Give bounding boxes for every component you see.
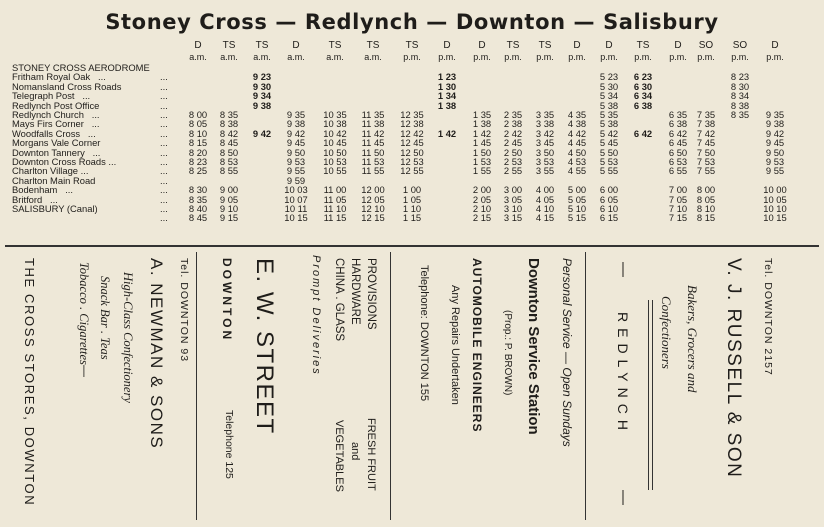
service-personal: Personal Service — Open Sundays bbox=[560, 258, 574, 447]
newman-line1: High-Class Confectionery bbox=[121, 272, 135, 403]
column-type: TS bbox=[538, 40, 552, 51]
time-cell: 8 55 bbox=[219, 165, 239, 177]
time-cell: 9 34 bbox=[252, 90, 272, 102]
time-cell: 3 45 bbox=[535, 137, 555, 149]
time-cell: 12 00 bbox=[361, 184, 385, 196]
leader-dots: ... bbox=[160, 212, 168, 224]
column-time: p.m. bbox=[438, 52, 456, 62]
time-cell: 9 15 bbox=[219, 212, 239, 224]
time-cell: 12 42 bbox=[400, 127, 424, 139]
column-time: p.m. bbox=[568, 52, 586, 62]
street-col2a: FRESH FRUIT bbox=[365, 418, 377, 491]
time-cell: 6 55 bbox=[668, 165, 688, 177]
service-sub1: Any Repairs Undertaken bbox=[449, 285, 461, 405]
time-cell: 6 34 bbox=[633, 90, 653, 102]
service-tel: Telephone: DOWNTON 155 bbox=[418, 265, 430, 402]
time-cell: 7 15 bbox=[668, 212, 688, 224]
ad-divider-2 bbox=[390, 252, 391, 520]
street-col2b: and bbox=[349, 442, 361, 461]
time-cell: 5 45 bbox=[599, 137, 619, 149]
time-cell: 8 38 bbox=[730, 99, 750, 111]
time-cell: 3 38 bbox=[535, 118, 555, 130]
leader-dots: ... bbox=[160, 193, 168, 205]
time-cell: 8 53 bbox=[219, 156, 239, 167]
divider bbox=[5, 245, 819, 247]
stop-name: Redlynch Post Office bbox=[12, 99, 100, 111]
stop-name: SALISBURY (Canal) bbox=[12, 203, 98, 214]
time-cell: 9 42 bbox=[765, 127, 785, 139]
time-cell: 5 38 bbox=[599, 118, 619, 130]
time-cell: 8 10 bbox=[696, 203, 716, 214]
time-cell: 9 59 bbox=[286, 174, 306, 186]
time-cell: 9 50 bbox=[286, 146, 306, 158]
column-time: p.m. bbox=[473, 52, 491, 62]
time-cell: 9 35 bbox=[286, 109, 306, 120]
column-time: p.m. bbox=[634, 52, 652, 62]
time-cell: 7 55 bbox=[696, 165, 716, 177]
time-cell: 8 10 bbox=[188, 127, 208, 139]
time-cell: 2 15 bbox=[472, 212, 492, 224]
time-cell: 1 35 bbox=[472, 109, 492, 120]
time-cell: 10 45 bbox=[323, 137, 347, 149]
time-cell: 7 05 bbox=[668, 193, 688, 205]
column-time: p.m. bbox=[504, 52, 522, 62]
time-cell: 6 05 bbox=[599, 193, 619, 205]
time-cell: 5 23 bbox=[599, 71, 619, 83]
leader-dots: ... bbox=[160, 165, 168, 177]
time-cell: 8 23 bbox=[188, 156, 208, 167]
time-cell: 1 42 bbox=[472, 127, 492, 139]
time-cell: 10 07 bbox=[284, 193, 308, 205]
leader-dots: ... bbox=[160, 127, 168, 139]
time-cell: 3 53 bbox=[535, 156, 555, 167]
time-cell: 1 00 bbox=[402, 184, 422, 196]
leader-dots: ... bbox=[160, 184, 168, 196]
time-cell: 8 20 bbox=[188, 146, 208, 158]
time-cell: 4 55 bbox=[567, 165, 587, 177]
time-cell: 10 05 bbox=[763, 193, 787, 205]
time-cell: 2 10 bbox=[472, 203, 492, 214]
time-cell: 8 05 bbox=[696, 193, 716, 205]
service-prop: (Prop.: P. BROWN) bbox=[502, 310, 513, 396]
leader-dots: ... bbox=[160, 71, 168, 83]
time-cell: 4 53 bbox=[567, 156, 587, 167]
column-time: p.m. bbox=[731, 52, 749, 62]
time-cell: 8 00 bbox=[696, 184, 716, 196]
time-cell: 4 10 bbox=[535, 203, 555, 214]
time-cell: 5 38 bbox=[599, 99, 619, 111]
russell-dash1: — bbox=[615, 262, 632, 277]
time-cell: 2 55 bbox=[503, 165, 523, 177]
time-cell: 11 50 bbox=[361, 146, 385, 158]
leader-dots: ... bbox=[160, 90, 168, 102]
time-cell: 3 35 bbox=[535, 109, 555, 120]
time-cell: 6 38 bbox=[633, 99, 653, 111]
russell-town: REDLYNCH bbox=[615, 312, 631, 436]
street-col1b: HARDWARE bbox=[349, 258, 361, 325]
time-cell: 4 45 bbox=[567, 137, 587, 149]
time-cell: 10 53 bbox=[323, 156, 347, 167]
time-cell: 11 05 bbox=[323, 193, 347, 205]
time-cell: 12 53 bbox=[400, 156, 424, 167]
time-cell: 9 05 bbox=[219, 193, 239, 205]
stop-name: STONEY CROSS AERODROME bbox=[12, 62, 150, 73]
time-cell: 9 35 bbox=[765, 109, 785, 120]
time-cell: 8 05 bbox=[188, 118, 208, 130]
column-time: p.m. bbox=[403, 52, 421, 62]
time-cell: 8 34 bbox=[730, 90, 750, 102]
time-cell: 3 05 bbox=[503, 193, 523, 205]
leader-dots: ... bbox=[160, 118, 168, 130]
newman-line3: Tobacco . Cigarettes bbox=[77, 262, 91, 365]
time-cell: 11 15 bbox=[323, 212, 347, 224]
leader-dots: ... bbox=[160, 146, 168, 158]
column-time: p.m. bbox=[536, 52, 554, 62]
time-cell: 10 00 bbox=[763, 184, 787, 196]
time-cell: 9 50 bbox=[765, 146, 785, 158]
time-cell: 1 42 bbox=[437, 127, 457, 139]
time-cell: 8 45 bbox=[188, 212, 208, 224]
time-cell: 6 53 bbox=[668, 156, 688, 167]
column-type: SO bbox=[732, 40, 748, 51]
street-col2c: VEGETABLES bbox=[333, 420, 345, 492]
time-cell: 9 55 bbox=[765, 165, 785, 177]
time-cell: 2 38 bbox=[503, 118, 523, 130]
time-cell: 7 42 bbox=[696, 127, 716, 139]
time-cell: 4 50 bbox=[567, 146, 587, 158]
time-cell: 5 05 bbox=[567, 193, 587, 205]
time-cell: 9 10 bbox=[219, 203, 239, 214]
column-type: TS bbox=[255, 40, 269, 51]
time-cell: 7 38 bbox=[696, 118, 716, 130]
time-cell: 9 38 bbox=[765, 118, 785, 130]
stop-name: Charlton Main Road bbox=[12, 174, 96, 186]
leader-dots: ... bbox=[160, 99, 168, 111]
time-cell: 7 45 bbox=[696, 137, 716, 149]
newman-dash: — bbox=[78, 365, 92, 377]
time-cell: 8 30 bbox=[188, 184, 208, 196]
time-cell: 8 23 bbox=[730, 71, 750, 83]
column-time: p.m. bbox=[669, 52, 687, 62]
time-cell: 8 25 bbox=[188, 165, 208, 177]
street-name: E. W. STREET bbox=[251, 258, 278, 435]
time-cell: 8 42 bbox=[219, 127, 239, 139]
time-cell: 1 15 bbox=[402, 212, 422, 224]
street-town: DOWNTON bbox=[220, 258, 234, 343]
time-cell: 6 23 bbox=[633, 71, 653, 83]
time-cell: 8 15 bbox=[188, 137, 208, 149]
street-col1a: PROVISIONS bbox=[365, 258, 377, 330]
russell-rule-2 bbox=[652, 300, 653, 490]
time-cell: 2 42 bbox=[503, 127, 523, 139]
stop-name: Redlynch Church ... bbox=[12, 109, 100, 120]
russell-name: V. J. RUSSELL & SON bbox=[723, 258, 744, 479]
time-cell: 9 55 bbox=[286, 165, 306, 177]
column-time: a.m. bbox=[326, 52, 344, 62]
street-tel: Telephone 125 bbox=[223, 410, 235, 479]
time-cell: 3 55 bbox=[535, 165, 555, 177]
time-cell: 11 35 bbox=[361, 109, 385, 120]
time-cell: 7 35 bbox=[696, 109, 716, 120]
time-cell: 3 15 bbox=[503, 212, 523, 224]
time-cell: 9 45 bbox=[765, 137, 785, 149]
time-cell: 6 00 bbox=[599, 184, 619, 196]
time-cell: 1 50 bbox=[472, 146, 492, 158]
time-cell: 9 23 bbox=[252, 71, 272, 83]
time-cell: 5 10 bbox=[567, 203, 587, 214]
stop-name: Downton Cross Roads ... bbox=[12, 156, 117, 167]
time-cell: 6 10 bbox=[599, 203, 619, 214]
column-time: a.m. bbox=[220, 52, 238, 62]
russell-dash2: — bbox=[615, 490, 632, 505]
time-cell: 10 42 bbox=[323, 127, 347, 139]
service-name: Downton Service Station bbox=[525, 258, 542, 435]
time-cell: 12 10 bbox=[361, 203, 385, 214]
time-cell: 1 30 bbox=[437, 80, 457, 92]
time-cell: 2 45 bbox=[503, 137, 523, 149]
time-cell: 12 35 bbox=[400, 109, 424, 120]
time-cell: 5 34 bbox=[599, 90, 619, 102]
ad-divider-3 bbox=[585, 252, 586, 520]
time-cell: 4 42 bbox=[567, 127, 587, 139]
time-cell: 5 42 bbox=[599, 127, 619, 139]
time-cell: 1 34 bbox=[437, 90, 457, 102]
time-cell: 9 00 bbox=[219, 184, 239, 196]
time-cell: 9 42 bbox=[286, 127, 306, 139]
time-cell: 1 45 bbox=[472, 137, 492, 149]
time-cell: 9 42 bbox=[252, 127, 272, 139]
page-title: Stoney Cross — Redlynch — Downton — Salisbury bbox=[105, 10, 719, 34]
time-cell: 6 50 bbox=[668, 146, 688, 158]
stop-name: Britford ... bbox=[12, 193, 58, 205]
time-cell: 11 42 bbox=[361, 127, 385, 139]
stop-name: Charlton Village ... bbox=[12, 165, 89, 177]
time-cell: 8 35 bbox=[188, 193, 208, 205]
ad-divider-1 bbox=[196, 252, 197, 520]
street-col1c: CHINA . GLASS bbox=[333, 258, 345, 342]
time-cell: 12 38 bbox=[400, 118, 424, 130]
column-time: a.m. bbox=[253, 52, 271, 62]
time-cell: 8 15 bbox=[696, 212, 716, 224]
time-cell: 4 38 bbox=[567, 118, 587, 130]
time-cell: 7 53 bbox=[696, 156, 716, 167]
time-cell: 8 35 bbox=[219, 109, 239, 120]
column-type: D bbox=[573, 40, 581, 51]
time-cell: 1 05 bbox=[402, 193, 422, 205]
column-time: p.m. bbox=[600, 52, 618, 62]
time-cell: 8 38 bbox=[219, 118, 239, 130]
time-cell: 6 45 bbox=[668, 137, 688, 149]
column-type: D bbox=[674, 40, 682, 51]
time-cell: 3 42 bbox=[535, 127, 555, 139]
column-type: TS bbox=[506, 40, 520, 51]
stop-name: Morgans Vale Corner bbox=[12, 137, 101, 149]
time-cell: 1 55 bbox=[472, 165, 492, 177]
time-cell: 9 53 bbox=[765, 156, 785, 167]
time-cell: 6 42 bbox=[633, 127, 653, 139]
newman-tel: Tel. DOWNTON 93 bbox=[178, 258, 190, 363]
column-type: D bbox=[443, 40, 451, 51]
column-time: a.m. bbox=[364, 52, 382, 62]
time-cell: 5 55 bbox=[599, 165, 619, 177]
time-cell: 8 00 bbox=[188, 109, 208, 120]
stop-name: Telegraph Post ... bbox=[12, 90, 91, 102]
column-type: TS bbox=[222, 40, 236, 51]
newman-line2: Snack Bar . Teas bbox=[98, 276, 112, 360]
street-prompt: Prompt Deliveries bbox=[310, 255, 322, 376]
time-cell: 2 53 bbox=[503, 156, 523, 167]
time-cell: 11 00 bbox=[323, 184, 347, 196]
time-cell: 4 15 bbox=[535, 212, 555, 224]
time-cell: 11 45 bbox=[361, 137, 385, 149]
time-cell: 8 45 bbox=[219, 137, 239, 149]
time-cell: 8 50 bbox=[219, 146, 239, 158]
stop-name: Woodfalls Cross ... bbox=[12, 127, 96, 139]
time-cell: 4 00 bbox=[535, 184, 555, 196]
column-time: p.m. bbox=[766, 52, 784, 62]
column-type: TS bbox=[405, 40, 419, 51]
time-cell: 10 38 bbox=[323, 118, 347, 130]
time-cell: 6 30 bbox=[633, 80, 653, 92]
time-cell: 9 38 bbox=[286, 118, 306, 130]
time-cell: 10 15 bbox=[284, 212, 308, 224]
time-cell: 9 30 bbox=[252, 80, 272, 92]
time-cell: 5 35 bbox=[599, 109, 619, 120]
column-time: p.m. bbox=[697, 52, 715, 62]
time-cell: 10 15 bbox=[763, 212, 787, 224]
column-type: D bbox=[771, 40, 779, 51]
time-cell: 11 10 bbox=[323, 203, 347, 214]
column-type: TS bbox=[636, 40, 650, 51]
time-cell: 1 38 bbox=[437, 99, 457, 111]
stop-name: Nomansland Cross Roads bbox=[12, 80, 122, 92]
time-cell: 10 10 bbox=[763, 203, 787, 214]
time-cell: 10 35 bbox=[323, 109, 347, 120]
time-cell: 3 50 bbox=[535, 146, 555, 158]
time-cell: 10 55 bbox=[323, 165, 347, 177]
column-type: D bbox=[478, 40, 486, 51]
time-cell: 1 38 bbox=[472, 118, 492, 130]
stop-name: Downton Tannery ... bbox=[12, 146, 101, 158]
column-time: a.m. bbox=[189, 52, 207, 62]
time-cell: 1 23 bbox=[437, 71, 457, 83]
time-cell: 2 50 bbox=[503, 146, 523, 158]
time-cell: 1 53 bbox=[472, 156, 492, 167]
time-cell: 12 05 bbox=[361, 193, 385, 205]
column-type: D bbox=[292, 40, 300, 51]
column-time: a.m. bbox=[287, 52, 305, 62]
time-cell: 12 15 bbox=[361, 212, 385, 224]
time-cell: 7 10 bbox=[668, 203, 688, 214]
time-cell: 2 05 bbox=[472, 193, 492, 205]
leader-dots: ... bbox=[160, 203, 168, 214]
time-cell: 4 05 bbox=[535, 193, 555, 205]
stop-name: Bodenham ... bbox=[12, 184, 73, 196]
time-cell: 11 38 bbox=[361, 118, 385, 130]
time-cell: 7 00 bbox=[668, 184, 688, 196]
leader-dots: ... bbox=[160, 80, 168, 92]
time-cell: 2 00 bbox=[472, 184, 492, 196]
time-cell: 4 35 bbox=[567, 109, 587, 120]
time-cell: 8 40 bbox=[188, 203, 208, 214]
time-cell: 5 00 bbox=[567, 184, 587, 196]
leader-dots: ... bbox=[160, 109, 168, 120]
column-type: TS bbox=[366, 40, 380, 51]
cross-stores-ad: THE CROSS STORES, DOWNTON bbox=[22, 258, 37, 507]
time-cell: 12 45 bbox=[400, 137, 424, 149]
time-cell: 10 11 bbox=[284, 203, 308, 214]
time-cell: 11 53 bbox=[361, 156, 385, 167]
time-cell: 9 38 bbox=[252, 99, 272, 111]
time-cell: 12 50 bbox=[400, 146, 424, 158]
time-cell: 3 10 bbox=[503, 203, 523, 214]
time-cell: 5 50 bbox=[599, 146, 619, 158]
time-cell: 5 15 bbox=[567, 212, 587, 224]
russell-tel: Tel. DOWNTON 2157 bbox=[762, 258, 774, 376]
leader-dots: ... bbox=[160, 174, 168, 186]
russell-line1: Bakers, Grocers and bbox=[685, 285, 700, 393]
time-cell: 9 53 bbox=[286, 156, 306, 167]
time-cell: 3 00 bbox=[503, 184, 523, 196]
time-cell: 8 30 bbox=[730, 80, 750, 92]
time-cell: 1 10 bbox=[402, 203, 422, 214]
time-cell: 2 35 bbox=[503, 109, 523, 120]
column-type: SO bbox=[698, 40, 714, 51]
leader-dots: ... bbox=[160, 156, 168, 167]
stop-name: Fritham Royal Oak ... bbox=[12, 71, 106, 83]
time-cell: 6 35 bbox=[668, 109, 688, 120]
column-type: D bbox=[194, 40, 202, 51]
time-cell: 9 45 bbox=[286, 137, 306, 149]
russell-rule-1 bbox=[648, 300, 649, 490]
time-cell: 11 55 bbox=[361, 165, 385, 177]
leader-dots: ... bbox=[160, 137, 168, 149]
russell-line2: Confectioners bbox=[659, 296, 674, 369]
time-cell: 5 53 bbox=[599, 156, 619, 167]
time-cell: 6 15 bbox=[599, 212, 619, 224]
service-head: AUTOMOBILE ENGINEERS bbox=[470, 258, 484, 433]
stop-name: Mays Firs Corner ... bbox=[12, 118, 100, 130]
time-cell: 8 35 bbox=[730, 109, 750, 120]
time-cell: 6 38 bbox=[668, 118, 688, 130]
time-cell: 5 30 bbox=[599, 80, 619, 92]
column-type: D bbox=[605, 40, 613, 51]
time-cell: 10 50 bbox=[323, 146, 347, 158]
newman-name: A. NEWMAN & SONS bbox=[147, 258, 166, 450]
time-cell: 7 50 bbox=[696, 146, 716, 158]
time-cell: 10 03 bbox=[284, 184, 308, 196]
time-cell: 12 55 bbox=[400, 165, 424, 177]
time-cell: 6 42 bbox=[668, 127, 688, 139]
column-type: TS bbox=[328, 40, 342, 51]
